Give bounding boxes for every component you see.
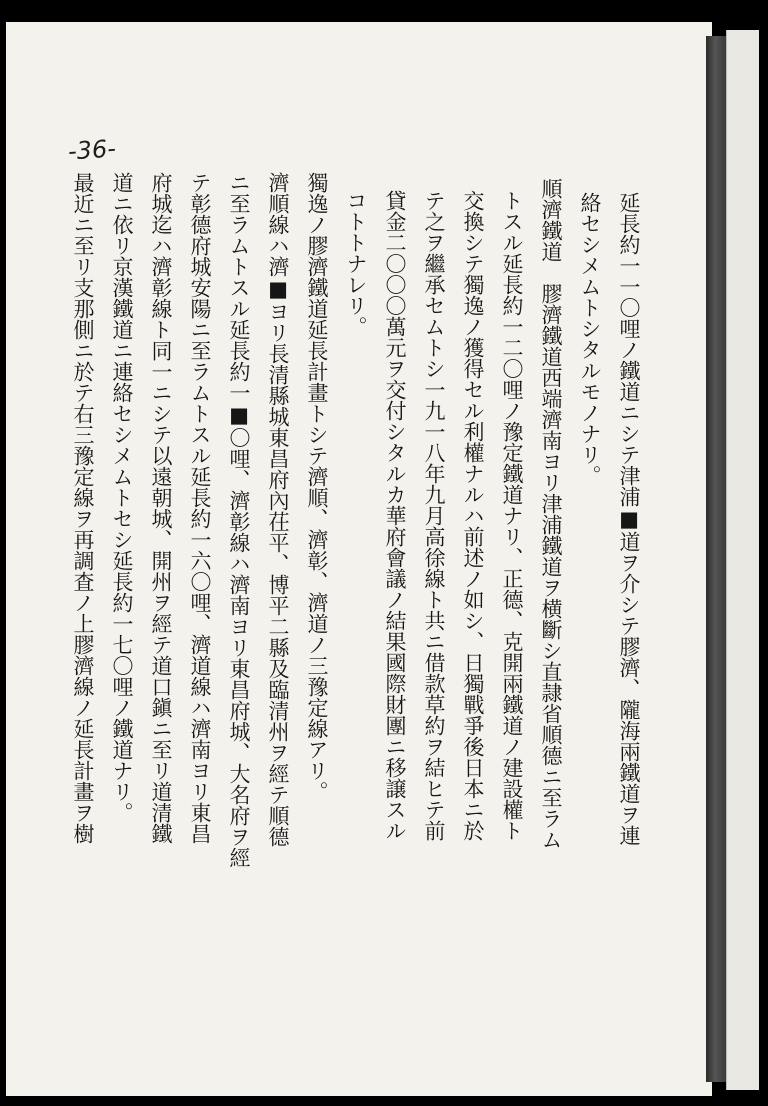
text-column-14: 道ニ依リ京漢鐵道ニ連絡セシメムトセシ延長約一七〇哩ノ鐵道ナリ。 [110,172,134,823]
text-column-6: テ之ヲ繼承セムトシ一九一八年九月高徐線ト共ニ借款草約ヲ結ヒテ前 [422,190,446,841]
text-column-4: トスル延長約一二〇哩ノ豫定鐵道ナリ、正德、克開兩鐵道ノ建設權ト [500,190,524,841]
text-column-1: 延長約一一〇哩ノ鐵道ニシテ津浦■道ヲ介シテ膠濟、隴海兩鐵道ヲ連 [617,192,641,846]
text-column-2: 絡セシメムトシタルモノナリ。 [578,192,602,486]
text-column-12: テ彰德府城安陽ニ至ラムトスル延長約一六〇哩、濟道線ハ濟南ヨリ東昌 [188,172,212,844]
text-column-11: ニ至ラムトスル延長約一■〇哩、濟彰線ハ濟南ヨリ東昌府城、大名府ヲ經 [227,172,251,868]
facing-page-edge [726,30,759,1090]
text-column-5: 交換シテ獨逸ノ獲得セル利權ナルハ前述ノ如シ、日獨戰爭後日本ニ於 [461,190,485,841]
book-spine [706,36,726,1082]
text-column-7: 貸金二〇〇〇萬元ヲ交付シタルカ華府會議ノ結果國際財團ニ移譲スル [383,190,407,841]
text-column-10: 濟順線ハ濟■ヨリ長清縣城東昌府內茌平、博平二縣及臨清州ヲ經テ順德 [266,172,290,847]
page-number: -36- [67,134,117,166]
text-column-13: 府城迄ハ濟彰線ト同一ニシテ以遠朝城、開州ヲ經テ道口鎭ニ至リ道清鐵 [149,172,173,844]
text-column-9: 獨逸ノ膠濟鐵道延長計畫トシテ濟順、濟彰、濟道ノ三豫定線アリ。 [305,172,329,802]
text-column-3: 順濟鐵道 膠濟鐵道西端濟南ヨリ津浦鐵道ヲ横斷シ直隷省順德ニ至ラム [539,178,563,850]
text-column-15: 最近ニ至リ支那側ニ於テ右三豫定線ヲ再調査ノ上膠濟線ノ延長計畫ヲ樹 [71,172,95,844]
text-column-8: コトトナレリ。 [344,190,368,337]
